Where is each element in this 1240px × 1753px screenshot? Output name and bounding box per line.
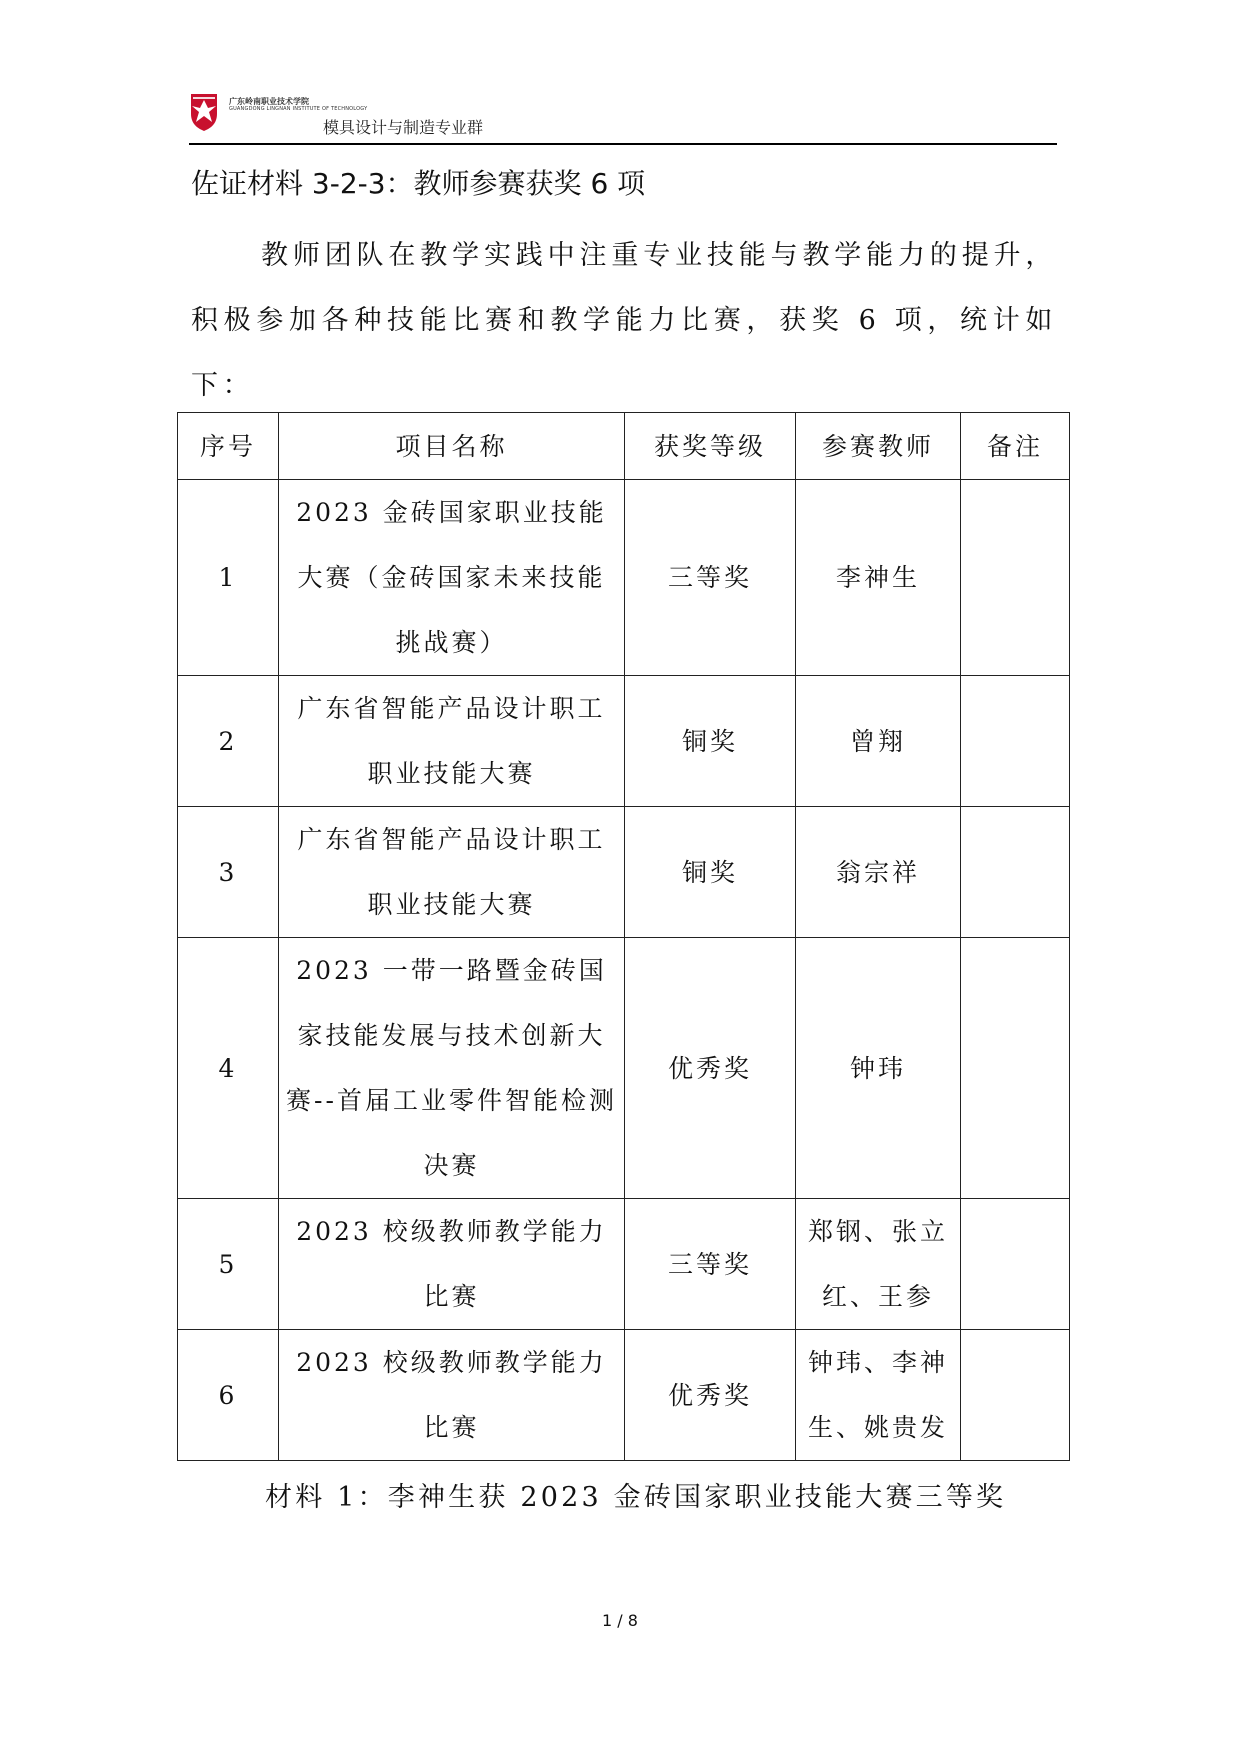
table-row bbox=[178, 1199, 1070, 1330]
material-caption: 材料 1：李神生获 2023 金砖国家职业技能大赛三等奖 bbox=[265, 1482, 1007, 1513]
cell-project-name: 广东省智能产品设计职工职业技能大赛 bbox=[279, 807, 625, 938]
cell-no: 3 bbox=[178, 807, 279, 938]
college-name-en: GUANGDONG LINGNAN INSTITUTE OF TECHNOLOGY bbox=[229, 106, 368, 112]
cell-no: 6 bbox=[178, 1330, 279, 1461]
cell-no: 2 bbox=[178, 676, 279, 807]
cell-project-name: 广东省智能产品设计职工职业技能大赛 bbox=[279, 676, 625, 807]
cell-teacher: 钟玮 bbox=[796, 938, 961, 1199]
cell-no: 5 bbox=[178, 1199, 279, 1330]
intro-paragraph: 教师团队在教学实践中注重专业技能与教学能力的提升，积极参加各种技能比赛和教学能力比赛，获奖 6 项，统计如下： bbox=[191, 240, 1057, 401]
header-award-level: 获奖等级 bbox=[625, 413, 796, 480]
header-divider bbox=[189, 143, 1057, 145]
cell-project-name: 2023 校级教师教学能力比赛 bbox=[279, 1199, 625, 1330]
cell-note bbox=[961, 1330, 1070, 1461]
cell-teacher: 曾翔 bbox=[796, 676, 961, 807]
cell-note bbox=[961, 1199, 1070, 1330]
cell-no: 1 bbox=[178, 480, 279, 676]
award-table bbox=[177, 412, 1070, 1461]
header-note: 备注 bbox=[961, 413, 1070, 480]
cell-note bbox=[961, 807, 1070, 938]
table-row bbox=[178, 480, 1070, 676]
table-row bbox=[178, 676, 1070, 807]
header-no: 序号 bbox=[178, 413, 279, 480]
cell-note bbox=[961, 938, 1070, 1199]
cell-note bbox=[961, 676, 1070, 807]
cell-teacher: 李神生 bbox=[796, 480, 961, 676]
college-logo-icon bbox=[189, 92, 219, 132]
cell-award-level: 优秀奖 bbox=[625, 1330, 796, 1461]
cell-teacher: 翁宗祥 bbox=[796, 807, 961, 938]
cell-teacher: 郑钢、张立红、王参 bbox=[796, 1199, 961, 1330]
table-row bbox=[178, 1330, 1070, 1461]
table-row bbox=[178, 807, 1070, 938]
table-header-row bbox=[178, 413, 1070, 480]
cell-award-level: 三等奖 bbox=[625, 1199, 796, 1330]
cell-award-level: 铜奖 bbox=[625, 807, 796, 938]
cell-award-level: 铜奖 bbox=[625, 676, 796, 807]
page-header bbox=[189, 88, 1057, 144]
cell-award-level: 三等奖 bbox=[625, 480, 796, 676]
cell-award-level: 优秀奖 bbox=[625, 938, 796, 1199]
header-project-name: 项目名称 bbox=[279, 413, 625, 480]
college-name bbox=[229, 97, 367, 112]
table-row bbox=[178, 938, 1070, 1199]
college-name-cn: 广东岭南职业技术学院 bbox=[229, 97, 309, 106]
page-number: 1 / 8 bbox=[602, 1611, 638, 1630]
cell-teacher: 钟玮、李神生、姚贵发 bbox=[796, 1330, 961, 1461]
cell-no: 4 bbox=[178, 938, 279, 1199]
page-title: 佐证材料 3-2-3：教师参赛获奖 6 项 bbox=[191, 167, 646, 200]
cell-note bbox=[961, 480, 1070, 676]
department-name: 模具设计与制造专业群 bbox=[323, 118, 484, 137]
header-teacher: 参赛教师 bbox=[796, 413, 961, 480]
cell-project-name: 2023 校级教师教学能力比赛 bbox=[279, 1330, 625, 1461]
cell-project-name: 2023 金砖国家职业技能大赛（金砖国家未来技能挑战赛） bbox=[279, 480, 625, 676]
cell-project-name: 2023 一带一路暨金砖国家技能发展与技术创新大赛--首届工业零件智能检测决赛 bbox=[279, 938, 625, 1199]
